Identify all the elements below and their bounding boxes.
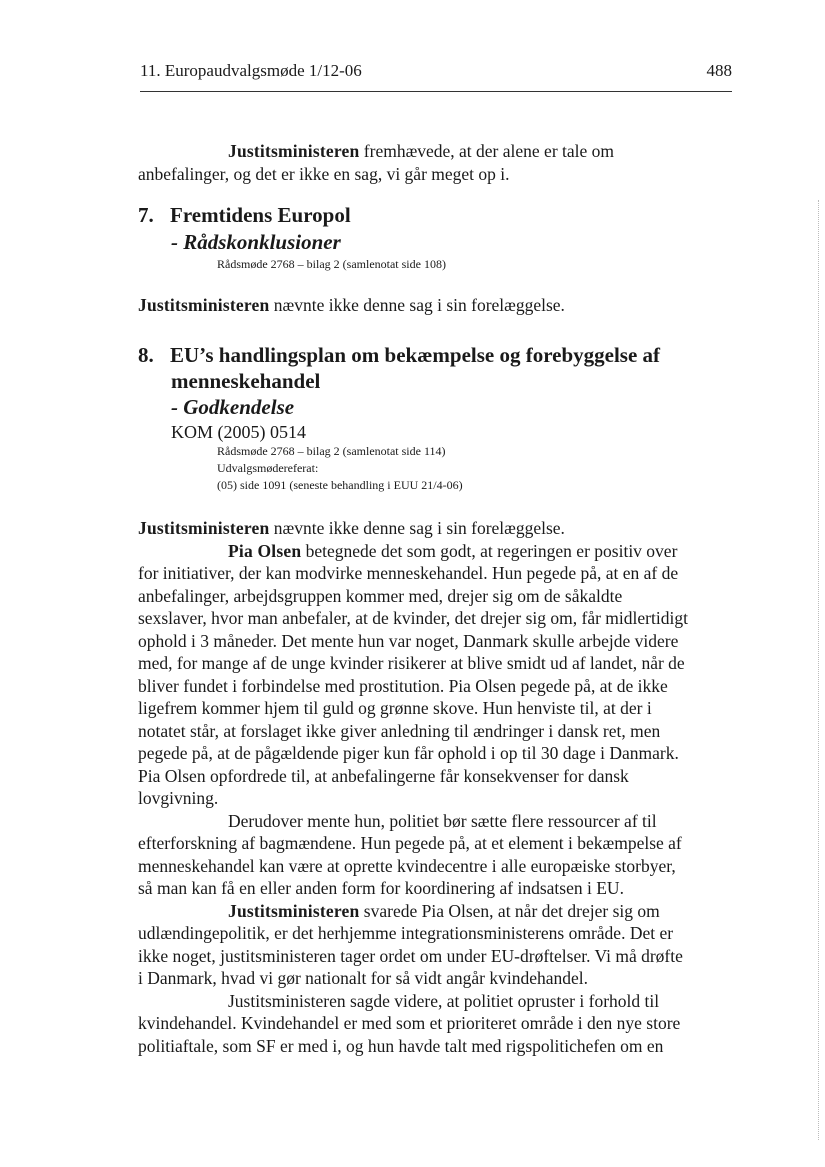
text-line: lovgivning. (138, 788, 219, 808)
section-8-reference-3: (05) side 1091 (seneste behandling i EUU 21/4-06) (217, 478, 463, 492)
section-8-heading (138, 343, 660, 368)
text-line: så man kan få en eller anden form for koordinering af indsatsen i EU. (138, 878, 624, 898)
text-line: nævnte ikke denne sag i sin forelæggelse. (269, 518, 565, 538)
text-line: Derudover mente hun, politiet bør sætte flere ressourcer af til (228, 810, 657, 831)
scan-edge-line (818, 200, 819, 1140)
text-line: efterforskning af bagmændene. Hun pegede på, at et element i bekæmpelse af (138, 833, 682, 853)
section-8-reference-1: Rådsmøde 2768 – bilag 2 (samlenotat side 114) (217, 444, 446, 458)
kom-reference: KOM (2005) 0514 (171, 422, 306, 442)
text-line: svarede Pia Olsen, at når det drejer sig om (359, 900, 660, 921)
text-line: for initiativer, der kan modvirke menneskehandel. Hun pegede på, at en af de (138, 563, 679, 583)
speaker-name: Pia Olsen (228, 540, 302, 561)
section-title: Fremtidens Europol (170, 203, 351, 227)
section-7-subtitle: - Rådskonklusioner (171, 230, 341, 254)
text-line: i Danmark, hvad vi gør nationalt for så vidt angår kvindehandel. (138, 968, 589, 988)
text-line: pegede på, at de pågældende piger kun får ophold i op til 30 dage i Danmark. (138, 743, 679, 763)
paragraph-pia-line (138, 540, 730, 563)
section-number: 7. (138, 203, 154, 227)
text-line: fremhævede, at der alene er tale om (359, 141, 615, 161)
section-8-reference-2: Udvalgsmødereferat: (217, 461, 319, 475)
speaker-name: Justitsministeren (138, 295, 270, 315)
section-title: EU’s handlingsplan om bekæmpelse og forebyggelse af (170, 343, 661, 367)
text-line: bliver fundet i forbindelse med prostitution. Pia Olsen pegede på, at de ikke (138, 675, 668, 696)
text-line: anbefalinger, og det er ikke en sag, vi går meget op i. (138, 163, 510, 184)
speaker-name: Justitsministeren (138, 518, 270, 538)
header-rule (140, 91, 732, 92)
section-8-subtitle: - Godkendelse (171, 395, 295, 419)
header-title: 11. Europaudvalgsmøde 1/12-06 (140, 61, 362, 80)
text-line: ophold i 3 måneder. Det mente hun var noget, Danmark skulle arbejde videre (138, 630, 679, 651)
text-line: sexslaver, hvor man anbefaler, at de kvinder, det drejer sig om, får midlertidigt (138, 608, 688, 628)
text-line: ikke noget, justitsministeren tager ordet om under EU-drøftelser. Vi må drøfte (138, 945, 683, 966)
running-header (140, 60, 732, 82)
section-number: 8. (138, 343, 154, 367)
speaker-name: Justitsministeren (228, 900, 360, 921)
section-7-reference: Rådsmøde 2768 – bilag 2 (samlenotat side 108) (217, 257, 446, 271)
text-line: ligefrem kommer hjem til guld og grønne skove. Hun henviste til, at der i (138, 698, 652, 718)
text-line: menneskehandel kan være at oprette kvindecentre i alle europæiske storbyer, (138, 855, 676, 876)
intro-paragraph (138, 140, 730, 185)
statement-paragraph (138, 517, 730, 540)
text-line: betegnede det som godt, at regeringen er positiv over (301, 540, 678, 561)
text-line: politiaftale, som SF er med i, og hun havde talt med rigspolitichefen om en (138, 1035, 664, 1056)
section-7-statement (138, 294, 730, 317)
section-8-body (138, 517, 730, 1057)
text-line: Justitsministeren sagde videre, at politiet opruster i forhold til (228, 990, 660, 1011)
text-line: notatet står, at forslaget ikke giver anledning til ændringer i dansk ret, men (138, 720, 661, 741)
section-7-heading (138, 203, 351, 228)
section-8-heading-line2: menneskehandel (171, 369, 321, 393)
text-line: anbefalinger, arbejdsgruppen kommer med, drejer sig om de såkaldte (138, 585, 623, 606)
text-line: nævnte ikke denne sag i sin forelæggelse. (269, 295, 565, 315)
paragraph-svar-line (138, 900, 730, 923)
page-number: 488 (706, 61, 732, 80)
text-line: Pia Olsen opfordrede til, at anbefalingerne får konsekvenser for dansk (138, 765, 629, 786)
speaker-name: Justitsministeren (228, 141, 360, 161)
text-line: med, for mange af de unge kvinder risikerer at blive smidt ud af landet, når de (138, 653, 685, 673)
text-line: udlændingepolitik, er det herhjemme integrationsministerens område. Det er (138, 923, 674, 943)
text-line: kvindehandel. Kvindehandel er med som et prioriteret område i den nye store (138, 1013, 681, 1033)
